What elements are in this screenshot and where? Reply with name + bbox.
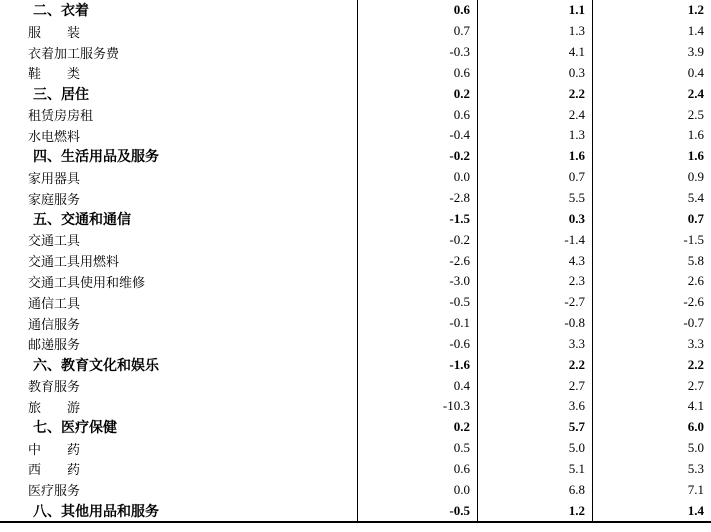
value-cell-col3: 5.0 [687,440,704,456]
value-cell-col1: 0.0 [358,479,478,500]
value-cell-col1: 0.6 [358,0,478,21]
category-label: 中 药 [0,438,358,459]
value-cell-col2: 3.3 [478,334,593,355]
value-cell-col2: 2.4 [478,104,593,125]
table-row [0,21,711,42]
table-row [0,292,711,313]
value-cell-col1: 0.7 [358,21,478,42]
value-cell-col2: 0.3 [478,63,593,84]
value-cell-col1: -1.5 [358,208,478,229]
table-row [0,334,711,355]
value-cell-col3: -1.5 [683,231,704,247]
value-cell-col3: -0.7 [683,315,704,331]
table-row [0,459,711,480]
value-cell-col3: 2.4 [687,85,704,101]
value-cell-col2: 5.1 [478,459,593,480]
value-cell-col2: 2.7 [478,375,593,396]
category-label: 服 装 [0,21,358,42]
section-header-row [0,0,711,21]
table-row [0,396,711,417]
value-cell-col3: 5.8 [687,252,704,268]
value-cell-col3: 0.7 [687,210,704,226]
category-label: 交通工具 [0,229,358,250]
category-label: 七、医疗保健 [0,417,358,438]
value-cell-col3: 1.4 [687,502,704,518]
table-row [0,479,711,500]
section-header-row [0,208,711,229]
value-cell-col2: 5.5 [478,188,593,209]
value-cell-col2: 1.3 [478,125,593,146]
value-cell-col3: 7.1 [687,481,704,497]
value-cell-col3: 3.9 [687,44,704,60]
value-cell-col2: 2.2 [478,83,593,104]
category-label: 五、交通和通信 [0,208,358,229]
value-cell-col2: 1.6 [478,146,593,167]
table-row [0,375,711,396]
value-cell-col2: 1.2 [478,500,593,521]
category-label: 四、生活用品及服务 [0,146,358,167]
value-cell-col3: 3.3 [687,335,704,351]
category-label: 医疗服务 [0,479,358,500]
section-header-row [0,500,711,521]
table-row [0,188,711,209]
category-label: 西 药 [0,459,358,480]
category-label: 家用器具 [0,167,358,188]
value-cell-col1: -0.5 [358,292,478,313]
table-row [0,125,711,146]
value-cell-col2: -0.8 [478,313,593,334]
value-cell-col2: 5.0 [478,438,593,459]
value-cell-col3: 1.6 [687,148,704,164]
value-cell-col2: 6.8 [478,479,593,500]
value-cell-col2: -2.7 [478,292,593,313]
value-cell-col1: -0.4 [358,125,478,146]
category-label: 通信服务 [0,313,358,334]
section-header-row [0,83,711,104]
value-cell-col2: 2.2 [478,354,593,375]
value-cell-col2: 0.7 [478,167,593,188]
value-cell-col1: -0.2 [358,229,478,250]
value-cell-col1: 0.2 [358,83,478,104]
section-header-row [0,417,711,438]
section-header-row [0,146,711,167]
value-cell-col1: -0.1 [358,313,478,334]
value-cell-col3: 4.1 [687,398,704,414]
value-cell-col3: 0.9 [687,169,704,185]
value-cell-col3: 2.2 [687,356,704,372]
value-cell-col1: 0.6 [358,104,478,125]
value-cell-col2: 0.3 [478,208,593,229]
value-cell-col2: 4.3 [478,250,593,271]
value-cell-col1: -0.6 [358,334,478,355]
value-cell-col1: 0.6 [358,459,478,480]
value-cell-col3: 1.2 [687,2,704,18]
category-label: 二、衣着 [0,0,358,21]
category-label: 衣着加工服务费 [0,42,358,63]
category-label: 租赁房房租 [0,104,358,125]
value-cell-col1: -0.2 [358,146,478,167]
table-row [0,271,711,292]
category-label: 通信工具 [0,292,358,313]
table-row [0,250,711,271]
table-row [0,104,711,125]
table-row [0,63,711,84]
value-cell-col1: -2.8 [358,188,478,209]
value-cell-col3: 1.6 [687,127,704,143]
category-label: 交通工具用燃料 [0,250,358,271]
value-cell-col2: 5.7 [478,417,593,438]
value-cell-col2: 4.1 [478,42,593,63]
value-cell-col1: 0.6 [358,63,478,84]
value-cell-col2: 1.3 [478,21,593,42]
value-cell-col2: -1.4 [478,229,593,250]
value-cell-col1: 0.2 [358,417,478,438]
value-cell-col1: -1.6 [358,354,478,375]
value-cell-col2: 2.3 [478,271,593,292]
value-cell-col1: 0.4 [358,375,478,396]
table-row [0,313,711,334]
category-label: 旅 游 [0,396,358,417]
category-label: 鞋 类 [0,63,358,84]
value-cell-col3: 2.6 [687,273,704,289]
value-cell-col2: 3.6 [478,396,593,417]
value-cell-col3: 6.0 [687,419,704,435]
category-label: 教育服务 [0,375,358,396]
value-cell-col1: -2.6 [358,250,478,271]
value-cell-col3: 1.4 [687,23,704,39]
category-label: 邮递服务 [0,334,358,355]
category-label: 六、教育文化和娱乐 [0,354,358,375]
section-header-row [0,354,711,375]
value-cell-col1: -10.3 [358,396,478,417]
category-label: 三、居住 [0,83,358,104]
value-cell-col2: 1.1 [478,0,593,21]
table-row [0,167,711,188]
value-cell-col1: -0.5 [358,500,478,521]
value-cell-col3: 2.5 [687,106,704,122]
value-cell-col3: 0.4 [687,64,704,80]
value-cell-col3: 5.3 [687,460,704,476]
category-label: 八、其他用品和服务 [0,500,358,521]
value-cell-col1: 0.0 [358,167,478,188]
value-cell-col1: -3.0 [358,271,478,292]
table-row [0,229,711,250]
category-label: 家庭服务 [0,188,358,209]
value-cell-col3: 5.4 [687,190,704,206]
value-cell-col3: 2.7 [687,377,704,393]
value-cell-col1: 0.5 [358,438,478,459]
value-cell-col3: -2.6 [683,294,704,310]
table-row [0,438,711,459]
category-label: 水电燃料 [0,125,358,146]
table-row [0,42,711,63]
category-label: 交通工具使用和维修 [0,271,358,292]
value-cell-col1: -0.3 [358,42,478,63]
